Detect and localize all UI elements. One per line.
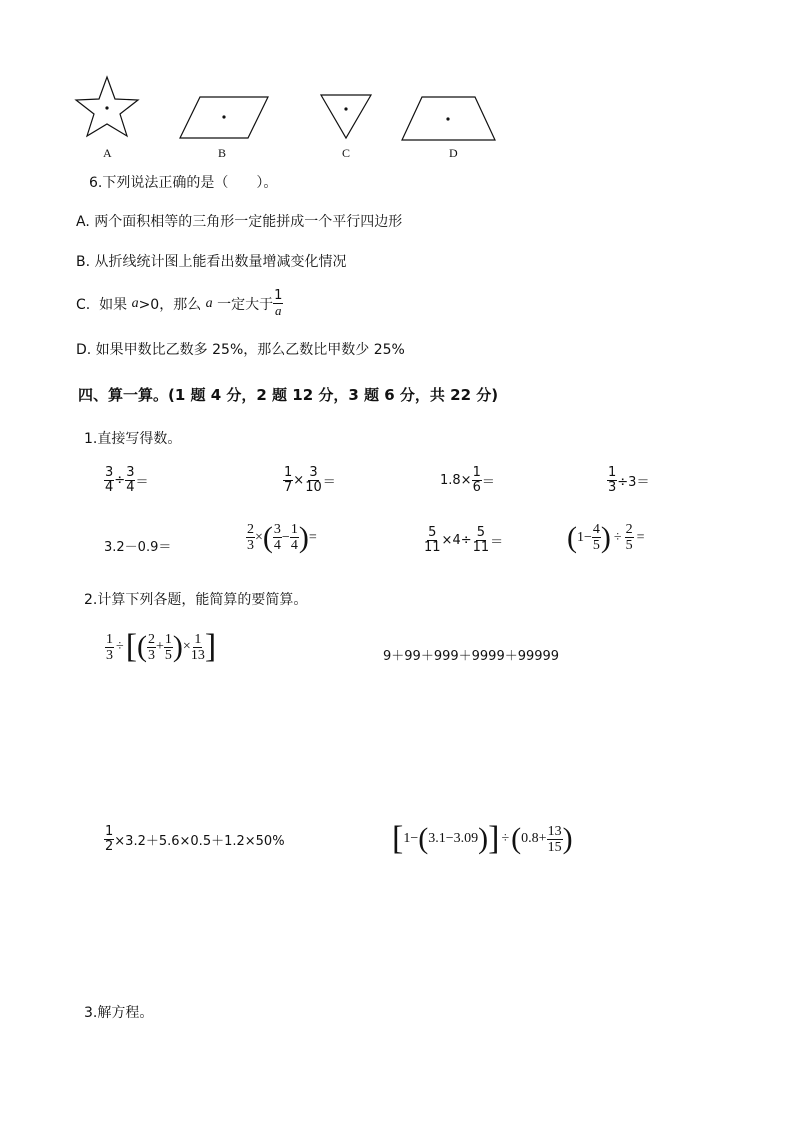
one-minus: 1− (403, 831, 419, 846)
q6-option-b: B. 从折线统计图上能看出数量增减变化情况 (76, 254, 347, 270)
denominator: 4 (105, 480, 114, 495)
denominator: 5 (164, 647, 172, 663)
equals: ＝ (481, 475, 495, 490)
q6-c-fraction (273, 289, 283, 318)
equals: = (636, 529, 645, 545)
left-paren: ( (567, 520, 577, 554)
prefix: 1.8× (440, 473, 472, 488)
triangle-shape (321, 95, 371, 138)
numerator: 5 (476, 525, 486, 540)
shape-label-c: C (342, 146, 351, 160)
denominator: 13 (190, 647, 205, 663)
denominator: 10 (305, 480, 322, 495)
denominator: 4 (290, 538, 298, 553)
left-bracket: [ (392, 820, 404, 857)
operator: × (293, 473, 305, 488)
denominator: 11 (424, 540, 441, 555)
left-bracket: [ (125, 628, 138, 665)
denominator: 3 (608, 480, 617, 495)
denominator: 3 (106, 647, 113, 663)
triangle-center-dot (344, 107, 347, 110)
q6-option-a: A. 两个面积相等的三角形一定能拼成一个平行四边形 (76, 214, 403, 230)
numerator: 1 (608, 465, 617, 480)
fraction (273, 522, 282, 553)
p1-expr-8 (567, 522, 645, 553)
right-bracket: ] (204, 628, 217, 665)
equals: ＝ (135, 475, 149, 490)
numerator: 13 (547, 823, 562, 839)
p1-expr-2 (283, 466, 336, 495)
operator: ÷ (116, 639, 124, 654)
fraction (125, 466, 135, 495)
fraction (423, 526, 442, 555)
p2-title: 2.计算下列各题，能简算的要简算。 (84, 592, 308, 608)
parallelogram-center-dot (222, 115, 225, 118)
star-center-dot (105, 106, 108, 109)
right-paren: ) (172, 630, 183, 663)
fraction (592, 522, 601, 553)
numerator: 1 (194, 631, 202, 647)
left-paren: ( (511, 822, 522, 855)
denominator: 6 (472, 480, 481, 495)
shape-label-a: A (103, 146, 112, 160)
shape-label-b: B (218, 146, 227, 160)
q6-c-var-a2: a (205, 295, 213, 311)
numerator: 1 (105, 824, 114, 839)
operator: × (182, 639, 191, 654)
fraction (105, 632, 114, 663)
fraction (304, 466, 323, 495)
fraction (104, 825, 114, 854)
p1-expr-4 (607, 466, 649, 495)
operator: + (156, 639, 164, 654)
prefix: 0.8+ (521, 831, 547, 846)
p1-expr-7 (423, 526, 503, 555)
numerator: 1 (106, 631, 113, 647)
fraction (607, 466, 617, 495)
numerator: 1 (290, 522, 298, 537)
operator: ÷ (501, 831, 510, 846)
equals: = (308, 529, 317, 545)
fraction (472, 466, 482, 495)
suffix: ÷3＝ (617, 475, 650, 490)
shape-label-d: D (449, 146, 458, 160)
inner-expression: 3.1−3.09 (428, 831, 479, 846)
left-paren: ( (418, 822, 429, 855)
p2-calc-3 (104, 825, 285, 854)
right-paren: ) (562, 822, 573, 855)
numerator: 2 (247, 522, 254, 537)
q6-c-frac-den: a (275, 303, 282, 318)
fraction (164, 632, 173, 663)
fraction (147, 632, 156, 663)
section4-title: 四、算一算。(1 题 4 分，2 题 12 分，3 题 6 分，共 22 分) (78, 386, 499, 404)
equals: ＝ (322, 475, 336, 490)
denominator: 2 (105, 839, 114, 854)
p1-title: 1.直接写得数。 (84, 431, 182, 447)
left-paren: ( (137, 630, 148, 663)
right-paren: ) (478, 822, 489, 855)
trapezoid-center-dot (446, 117, 449, 120)
fraction (246, 522, 255, 553)
denominator: 15 (547, 839, 562, 855)
numerator: 5 (428, 525, 437, 540)
fraction (283, 466, 293, 495)
q6-c-mid2: 一定大于 (212, 296, 274, 313)
denominator: 3 (148, 647, 156, 663)
denominator: 4 (126, 480, 135, 495)
operator: − (281, 529, 290, 545)
shapes-figure (70, 72, 510, 162)
q6-c-frac-num: 1 (274, 288, 283, 303)
fraction (472, 526, 491, 555)
left-paren: ( (262, 520, 273, 554)
operator: ×4÷ (441, 533, 472, 548)
expression-rest: ×3.2＋5.6×0.5＋1.2×50% (114, 834, 285, 849)
operator: × (255, 529, 263, 545)
operator: ÷ (613, 529, 622, 545)
q6-c-var-a: a (131, 295, 139, 311)
denominator: 4 (273, 538, 281, 553)
q6-question: 6.下列说法正确的是（ ）。 (89, 175, 278, 191)
numerator: 3 (309, 465, 318, 480)
equals: ＝ (490, 535, 504, 550)
numerator: 4 (592, 522, 600, 537)
one-minus: 1− (577, 529, 592, 545)
numerator: 1 (164, 631, 172, 647)
fraction (547, 824, 563, 855)
p1-expr-6 (246, 522, 317, 553)
fraction (191, 632, 205, 663)
numerator: 2 (625, 522, 633, 537)
p3-title: 3.解方程。 (84, 1005, 154, 1021)
q6-option-c (76, 289, 283, 318)
q6-c-prefix: C. 如果 (76, 296, 132, 313)
fraction (625, 522, 634, 553)
p2-calc-2: 9＋99＋999＋9999＋99999 (383, 649, 560, 664)
q6-option-d: D. 如果甲数比乙数多 25%，那么乙数比甲数少 25% (76, 342, 405, 358)
denominator: 5 (592, 538, 600, 553)
numerator: 2 (148, 631, 156, 647)
fraction (290, 522, 299, 553)
q6-c-mid1: >0，那么 (138, 296, 206, 313)
fraction (104, 466, 114, 495)
denominator: 7 (284, 480, 293, 495)
numerator: 1 (472, 465, 481, 480)
numerator: 3 (126, 465, 135, 480)
right-paren: ) (298, 520, 309, 554)
numerator: 3 (273, 522, 281, 537)
numerator: 3 (105, 465, 114, 480)
p2-calc-4 (392, 822, 573, 856)
p2-calc-1 (105, 630, 216, 664)
p1-expr-1 (104, 466, 148, 495)
denominator: 3 (247, 538, 254, 553)
p1-expr-3 (440, 466, 495, 495)
right-paren: ) (600, 520, 611, 554)
numerator: 1 (284, 465, 293, 480)
right-bracket: ] (488, 820, 500, 857)
p1-expr-5: 3.2－0.9＝ (104, 540, 172, 555)
denominator: 11 (472, 540, 490, 555)
denominator: 5 (625, 538, 633, 553)
operator: ÷ (114, 473, 126, 488)
